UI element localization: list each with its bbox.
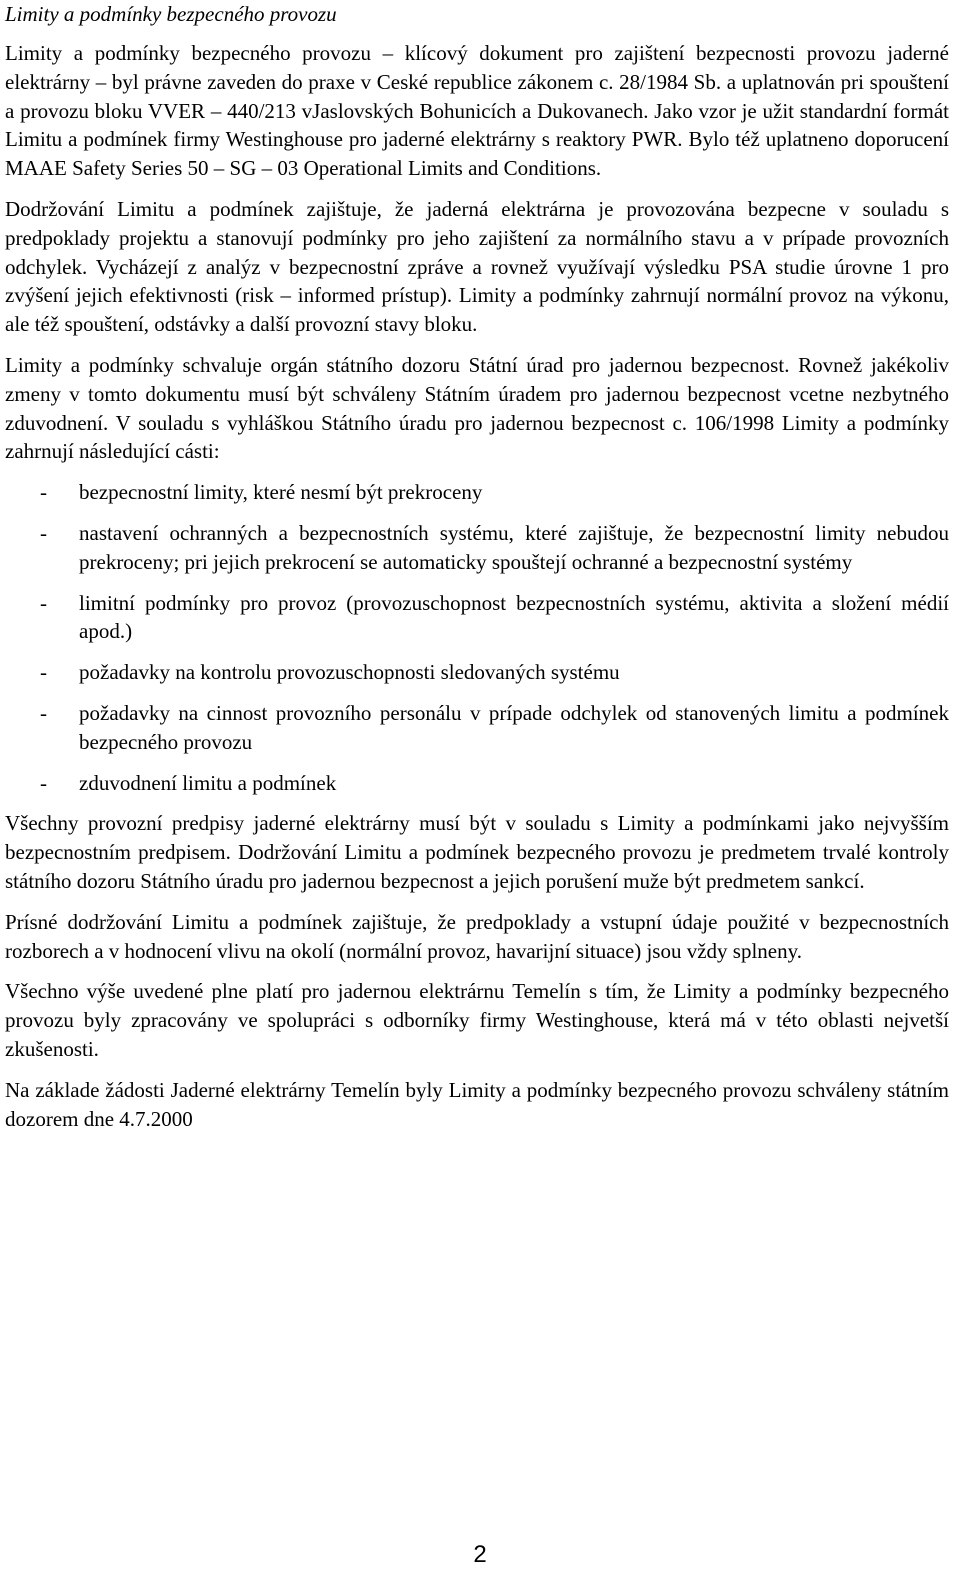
paragraph-temelin: Všechno výše uvedené plne platí pro jadernou elektrárnu Temelín s tím, že Limity a podmínky bezpecného provozu byly zpracovány ve spolupráci s odborníky firmy Westinghouse, která má v této oblasti nejvetší zkušenosti. <box>5 979 949 1061</box>
list-dash: - <box>40 520 47 545</box>
list-item <box>5 478 949 507</box>
list-item <box>5 658 949 687</box>
document-page <box>5 0 949 1133</box>
list-item-text: limitní podmínky pro provoz (provozuschopnost bezpecnostních systému, aktivita a složení médií apod.) <box>79 590 949 644</box>
list-item <box>5 519 949 577</box>
paragraph-approval: Limity a podmínky schvaluje orgán státního dozoru Státní úrad pro jadernou bezpecnost. Rovnež jakékoliv zmeny v tomto dokumentu musí být schváleny Státním úradem pro jadernou bezpecnost vcetne nezbytného zduvodnení. V souladu s vyhláškou Státního úradu pro jadernou bezpecnost c. 106/1998 Limity a podmínky zahrnují následující cásti: <box>5 352 949 464</box>
list-item <box>5 699 949 757</box>
list-item-text: bezpecnostní limity, které nesmí být prekroceny <box>79 480 483 505</box>
paragraph-intro: Limity a podmínky bezpecného provozu – klícový dokument pro zajištení bezpecnosti provozu jaderné elektrárny – byl právne zaveden do praxe v Ceské republice zákonem c. 28/1984 Sb. a uplatnován pri spouštení a provozu bloku VVER – 440/213 vJaslovských Bohunicích a Dukovanech. Jako vzor je užit standardní formát Limitu a podmínek firmy Westinghouse pro jaderné elektrárny s reaktory PWR. Bylo též uplatneno doporucení MAAE Safety Series 50 – SG – 03 Operational Limits and Conditions. <box>5 41 949 181</box>
list-item-text: nastavení ochranných a bezpecnostních systému, které zajištuje, že bezpecnostní limity nebudou prekroceny; pri jejich prekrocení se automaticky spouštejí ochranné a bezpecnostní systémy <box>79 520 949 574</box>
list-item-text: požadavky na kontrolu provozuschopnosti sledovaných systému <box>79 660 620 685</box>
list-item <box>5 769 949 798</box>
list-item-text: požadavky na cinnost provozního personálu v prípade odchylek od stanovených limitu a podmínek bezpecného provozu <box>79 700 949 754</box>
paragraph-strict-compliance: Prísné dodržování Limitu a podmínek zajištuje, že predpoklady a vstupní údaje použité v bezpecnostních rozborech a v hodnocení vlivu na okolí (normální provoz, havarijní situace) jsou vždy splneny. <box>5 909 949 963</box>
list-dash: - <box>40 700 47 725</box>
paragraph-approval-date: Na základe žádosti Jaderné elektrárny Temelín byly Limity a podmínky bezpecného provozu schváleny státním dozorem dne 4.7.2000 <box>5 1077 949 1131</box>
list-dash: - <box>40 660 47 685</box>
paragraph-regulations: Všechny provozní predpisy jaderné elektrárny musí být v souladu s Limity a podmínkami jako nejvyšším bezpecnostním predpisem. Dodržování Limitu a podmínek bezpecného provozu je predmetem trvalé kontroly státního dozoru Státního úradu pro jadernou bezpecnost a jejich porušení muže být predmetem sankcí. <box>5 811 949 893</box>
paragraph-compliance: Dodržování Limitu a podmínek zajištuje, že jaderná elektrárna je provozována bezpecne v souladu s predpoklady projektu a stanovují podmínky pro jeho zajištení za normálního stavu a v prípade provozních odchylek. Vycházejí z analýz v bezpecnostní zpráve a rovnež využívají výsledku PSA studie úrovne 1 pro zvýšení jejich efektivnosti (risk – informed prístup). Limity a podmínky zahrnují normální provoz na výkonu, ale též spouštení, odstávky a další provozní stavy bloku. <box>5 196 949 337</box>
document-title: Limity a podmínky bezpecného provozu <box>5 2 337 26</box>
page-number: 2 <box>473 1541 487 1568</box>
list-item <box>5 589 949 647</box>
parts-list <box>5 478 949 797</box>
list-item-text: zduvodnení limitu a podmínek <box>79 770 337 795</box>
list-dash: - <box>40 590 47 615</box>
list-dash: - <box>40 770 47 795</box>
list-dash: - <box>40 480 47 505</box>
